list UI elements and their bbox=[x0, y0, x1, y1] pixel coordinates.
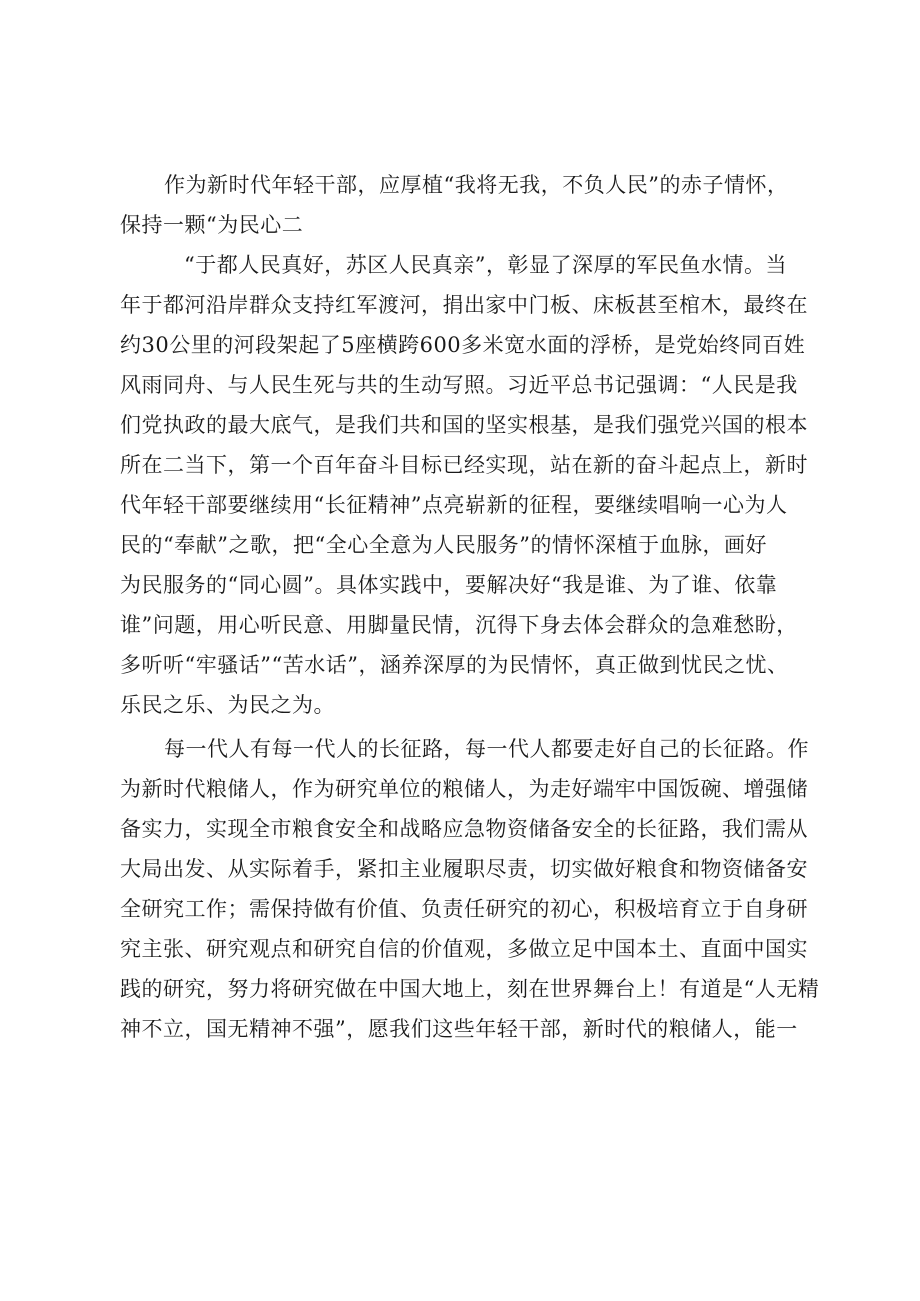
text-line: 们党执政的最大底气，是我们共和国的坚实根基，是我们强党兴国的根本 bbox=[120, 413, 808, 437]
text-line: 为新时代粮储人，作为研究单位的粮储人，为走好端牢中国饭碗、增强储 bbox=[120, 777, 808, 801]
text-line: 所在二当下，第一个百年奋斗目标已经实现，站在新的奋斗起点上，新时 bbox=[120, 453, 808, 477]
text-line: 究主张、研究观点和研究自信的价值观，多做立足中国本土、直面中国实 bbox=[120, 937, 808, 961]
text-line: 为民服务的“同心圆”。具体实践中，要解决好“我是谁、为了谁、依靠 bbox=[120, 573, 778, 597]
paragraph bbox=[120, 729, 820, 1049]
text-line: 谁”问题，用心听民意、用脚量民情，沉得下身去体会群众的急难愁盼， bbox=[120, 613, 798, 637]
paragraph bbox=[120, 165, 820, 245]
text-line: 风雨同舟、与人民生死与共的生动写照。习近平总书记强调：“人民是我 bbox=[120, 373, 798, 397]
text-line: “于都人民真好，苏区人民真亲”，彰显了深厚的军民鱼水情。当 bbox=[184, 253, 787, 277]
text-line: 大局出发、从实际着手，紧扣主业履职尽责，切实做好粮食和物资储备安 bbox=[120, 857, 808, 881]
text-line: 年于都河沿岸群众支持红军渡河，捐出家中门板、床板甚至棺木，最终在 bbox=[120, 293, 808, 317]
text-line: 备实力，实现全市粮食安全和战略应急物资储备安全的长征路，我们需从 bbox=[120, 817, 808, 841]
text-line: 践的研究，努力将研究做在中国大地上，刻在世界舞台上！有道是“人无精 bbox=[120, 977, 820, 1001]
paragraph bbox=[120, 245, 820, 725]
text-line: 每一代人有每一代人的长征路，每一代人都要走好自己的长征路。作 bbox=[164, 737, 809, 761]
text-line: 全研究工作；需保持做有价值、负责任研究的初心，积极培育立于自身研 bbox=[120, 897, 808, 921]
text-line: 作为新时代年轻干部，应厚植“我将无我，不负人民”的赤子情怀， bbox=[164, 173, 789, 197]
text-line: 保持一颗“为民心二 bbox=[120, 213, 304, 237]
text-line: 约30公里的河段架起了5座横跨600多米宽水面的浮桥，是党始终同百姓 bbox=[120, 333, 806, 357]
text-line: 神不立，国无精神不强”，愿我们这些年轻干部，新时代的粮储人，能一 bbox=[120, 1017, 798, 1041]
text-line: 乐民之乐、为民之为。 bbox=[120, 693, 335, 717]
document-body bbox=[120, 165, 820, 1049]
text-line: 代年轻干部要继续用“长征精神”点亮崭新的征程，要继续唱响一心为人 bbox=[120, 493, 788, 517]
text-line: 民的“奉献”之歌，把“全心全意为人民服务”的情怀深植于血脉，画好 bbox=[120, 533, 767, 557]
text-line: 多听听“牢骚话”“苦水话”，涵养深厚的为民情怀，真正做到忧民之忧、 bbox=[120, 653, 789, 677]
